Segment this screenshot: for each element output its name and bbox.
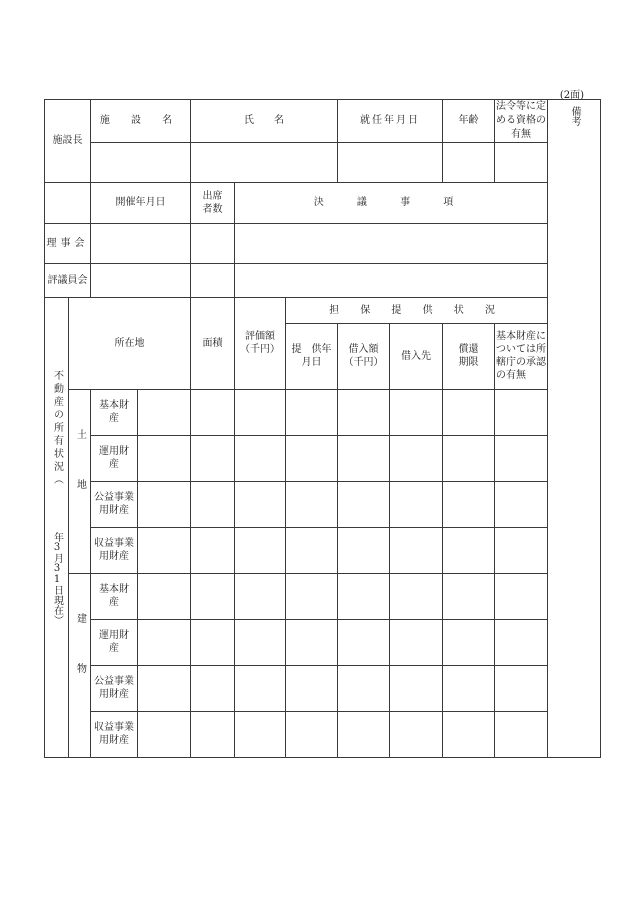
land-loan-amount-cell[interactable] [338, 528, 390, 574]
real-estate-side-label-top: 不動産の所有状況（ [51, 370, 63, 487]
person-name-header: 氏 名 [191, 100, 338, 143]
building-location-cell[interactable] [138, 574, 191, 620]
area-header: 面積 [191, 298, 235, 390]
building-lender-cell[interactable] [390, 712, 443, 758]
land-location-cell[interactable] [138, 482, 191, 528]
building-item-label: 公益事業用財産 [91, 666, 138, 712]
land-location-cell[interactable] [138, 436, 191, 482]
councilors-label: 評議員会 [45, 264, 91, 298]
land-provision-date-cell[interactable] [286, 482, 338, 528]
building-valuation-cell[interactable] [235, 620, 286, 666]
age-cell[interactable] [443, 143, 495, 183]
approval-header: 基本財産については所轄庁の承認の有無 [495, 324, 548, 390]
remarks-header: 備考 [569, 106, 581, 126]
land-provision-date-cell[interactable] [286, 528, 338, 574]
land-approval-cell[interactable] [495, 436, 548, 482]
building-item-label: 収益事業用財産 [91, 712, 138, 758]
land-loan-amount-cell[interactable] [338, 436, 390, 482]
building-provision-date-cell[interactable] [286, 712, 338, 758]
building-area-cell[interactable] [191, 712, 235, 758]
building-provision-date-cell[interactable] [286, 620, 338, 666]
council-resolutions-cell[interactable] [235, 264, 548, 298]
land-loan-amount-cell[interactable] [338, 390, 390, 436]
land-location-cell[interactable] [138, 390, 191, 436]
land-valuation-cell[interactable] [235, 482, 286, 528]
land-repayment-cell[interactable] [443, 390, 495, 436]
board-resolutions-cell[interactable] [235, 224, 548, 264]
building-valuation-cell[interactable] [235, 712, 286, 758]
land-repayment-cell[interactable] [443, 528, 495, 574]
building-lender-cell[interactable] [390, 574, 443, 620]
building-approval-cell[interactable] [495, 620, 548, 666]
facility-name-header: 施 設 名 [91, 100, 191, 143]
building-loan-amount-cell[interactable] [338, 712, 390, 758]
building-group-label: 建物 [69, 574, 91, 758]
building-valuation-cell[interactable] [235, 574, 286, 620]
person-name-cell[interactable] [191, 143, 338, 183]
building-approval-cell[interactable] [495, 666, 548, 712]
qualification-header: 法令等に定める資格の有無 [495, 100, 548, 143]
land-provision-date-cell[interactable] [286, 436, 338, 482]
board-attendees-cell[interactable] [191, 224, 235, 264]
land-group-label: 土地 [69, 390, 91, 574]
land-lender-cell[interactable] [390, 390, 443, 436]
land-valuation-cell[interactable] [235, 528, 286, 574]
building-valuation-cell[interactable] [235, 666, 286, 712]
building-loan-amount-cell[interactable] [338, 574, 390, 620]
collateral-header: 担 保 提 供 状 況 [286, 298, 548, 324]
council-attendees-cell[interactable] [191, 264, 235, 298]
remarks-column [548, 100, 601, 758]
building-area-cell[interactable] [191, 620, 235, 666]
board-date-cell[interactable] [91, 224, 191, 264]
appointment-date-header: 就任年月日 [338, 100, 443, 143]
land-approval-cell[interactable] [495, 528, 548, 574]
land-approval-cell[interactable] [495, 390, 548, 436]
land-area-cell[interactable] [191, 528, 235, 574]
building-approval-cell[interactable] [495, 574, 548, 620]
location-header: 所在地 [69, 298, 191, 390]
meeting-corner [45, 183, 91, 224]
land-item-label: 運用財産 [91, 436, 138, 482]
facility-head-label: 施設長 [45, 100, 91, 183]
meeting-date-header: 開催年月日 [91, 183, 191, 224]
facility-name-cell[interactable] [91, 143, 191, 183]
appointment-date-cell[interactable] [338, 143, 443, 183]
building-approval-cell[interactable] [495, 712, 548, 758]
building-repayment-cell[interactable] [443, 712, 495, 758]
land-repayment-cell[interactable] [443, 482, 495, 528]
building-loan-amount-cell[interactable] [338, 666, 390, 712]
land-lender-cell[interactable] [390, 482, 443, 528]
land-loan-amount-cell[interactable] [338, 482, 390, 528]
building-loan-amount-cell[interactable] [338, 620, 390, 666]
land-area-cell[interactable] [191, 436, 235, 482]
building-location-cell[interactable] [138, 666, 191, 712]
lender-header: 借入先 [390, 324, 443, 390]
valuation-header: 評価額（千円） [235, 298, 286, 390]
land-location-cell[interactable] [138, 528, 191, 574]
land-area-cell[interactable] [191, 390, 235, 436]
land-repayment-cell[interactable] [443, 436, 495, 482]
building-location-cell[interactable] [138, 620, 191, 666]
real-estate-side-label [45, 298, 69, 758]
building-repayment-cell[interactable] [443, 666, 495, 712]
building-lender-cell[interactable] [390, 620, 443, 666]
attendees-header: 出席者数 [191, 183, 235, 224]
land-approval-cell[interactable] [495, 482, 548, 528]
land-item-label: 収益事業用財産 [91, 528, 138, 574]
page-number-label: (2面) [559, 90, 584, 101]
building-item-label: 運用財産 [91, 620, 138, 666]
real-estate-side-label-bottom: 年3月31日現在） [51, 532, 63, 625]
building-repayment-cell[interactable] [443, 574, 495, 620]
land-lender-cell[interactable] [390, 528, 443, 574]
land-area-cell[interactable] [191, 482, 235, 528]
building-location-cell[interactable] [138, 712, 191, 758]
facility-report-form [44, 99, 601, 758]
land-item-label: 公益事業用財産 [91, 482, 138, 528]
loan-amount-header: 借入額（千円） [338, 324, 390, 390]
land-provision-date-cell[interactable] [286, 390, 338, 436]
building-provision-date-cell[interactable] [286, 574, 338, 620]
land-valuation-cell[interactable] [235, 390, 286, 436]
council-date-cell[interactable] [91, 264, 191, 298]
resolutions-header: 決 議 事 項 [235, 183, 548, 224]
building-lender-cell[interactable] [390, 666, 443, 712]
building-area-cell[interactable] [191, 574, 235, 620]
land-item-label: 基本財産 [91, 390, 138, 436]
repayment-term-header: 償還期限 [443, 324, 495, 390]
building-item-label: 基本財産 [91, 574, 138, 620]
building-provision-date-cell[interactable] [286, 666, 338, 712]
age-header: 年齢 [443, 100, 495, 143]
land-lender-cell[interactable] [390, 436, 443, 482]
building-repayment-cell[interactable] [443, 620, 495, 666]
provision-date-header: 提 供年月日 [286, 324, 338, 390]
board-of-directors-label: 理事会 [45, 224, 91, 264]
building-area-cell[interactable] [191, 666, 235, 712]
qualification-cell[interactable] [495, 143, 548, 183]
land-valuation-cell[interactable] [235, 436, 286, 482]
